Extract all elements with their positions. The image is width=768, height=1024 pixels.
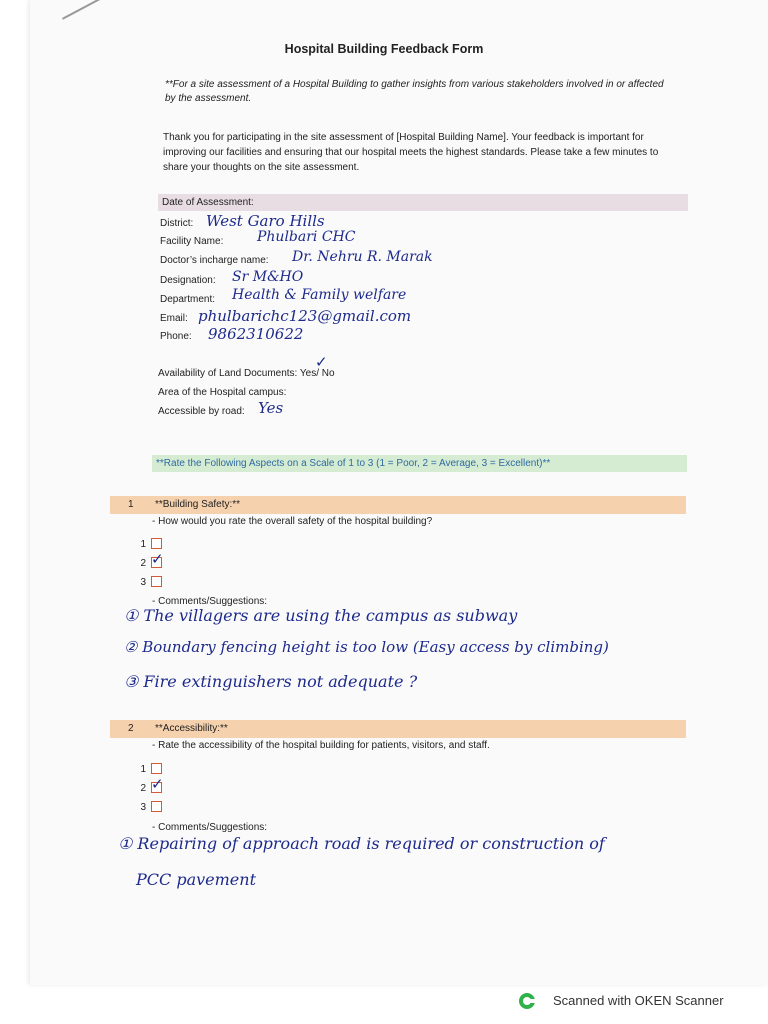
date-of-assessment-row	[158, 194, 688, 211]
land-documents-label: Availability of Land Documents: Yes/ No	[158, 368, 335, 379]
section-1-check-mark-icon: ✓	[151, 550, 164, 568]
rating-instruction	[152, 455, 687, 472]
section-2-comment-2: PCC pavement	[136, 870, 256, 889]
section-1-comments-label: - Comments/Suggestions:	[152, 596, 268, 607]
form-title: Hospital Building Feedback Form	[284, 42, 484, 56]
section-2-number: 2	[128, 723, 134, 734]
form-intro: **For a site assessment of a Hospital Building to gather insights from various stakeholders involved in or affected by the assessment.	[165, 79, 664, 104]
area-label: Area of the Hospital campus:	[158, 387, 287, 398]
date-label: Date of Assessment:	[162, 197, 254, 208]
section-2-comments-label: - Comments/Suggestions:	[152, 822, 268, 833]
section-1-comment-1: ① The villagers are using the campus as subway	[124, 606, 518, 625]
doctor-value: Dr. Nehru R. Marak	[292, 249, 433, 265]
road-label: Accessible by road:	[158, 406, 245, 417]
district-label: District:	[160, 218, 194, 229]
email-value: phulbarichc123@gmail.com	[198, 307, 412, 325]
oken-scanner-logo-icon	[518, 992, 536, 1010]
section-1-title: **Building Safety:**	[155, 499, 241, 510]
facility-value: Phulbari CHC	[257, 229, 356, 245]
road-value: Yes	[258, 399, 284, 417]
yes-check-mark: ✓	[315, 353, 328, 371]
doctor-label: Doctor’s incharge name:	[160, 255, 269, 266]
section-2-header	[110, 720, 686, 738]
department-value: Health & Family welfare	[232, 287, 407, 303]
section-1-comment-2: ② Boundary fencing height is too low (Easy access by climbing)	[124, 638, 609, 656]
section-1-comment-3: ③ Fire extinguishers not adequate ?	[124, 672, 418, 691]
option-label: 3	[140, 802, 146, 813]
rating-instruction-text: **Rate the Following Aspects on a Scale of 1 to 3 (1 = Poor, 2 = Average, 3 = Excellent)**	[156, 458, 551, 469]
section-2-comment-1: ① Repairing of approach road is required or construction of	[118, 834, 605, 853]
section-1-question: - How would you rate the overall safety of the hospital building?	[152, 516, 433, 527]
section-2-title: **Accessibility:**	[155, 723, 228, 734]
section-2-question: - Rate the accessibility of the hospital building for patients, visitors, and staff.	[152, 740, 490, 751]
option-label: 2	[140, 558, 146, 569]
department-label: Department:	[160, 294, 216, 305]
checkbox[interactable]	[151, 763, 162, 774]
designation-label: Designation:	[160, 275, 216, 286]
option-label: 1	[140, 764, 146, 775]
section-2-check-mark-icon: ✓	[151, 775, 164, 793]
phone-value: 9862310622	[208, 325, 304, 343]
phone-label: Phone:	[160, 331, 192, 342]
form-thanks: Thank you for participating in the site assessment of [Hospital Building Name]. Your feedback is important for improving our facilities and ensuring that our hospital meets the highest standards. Please take a few minutes to share your thoughts on the site assessment.	[163, 132, 659, 173]
checkbox[interactable]	[151, 576, 162, 587]
facility-label: Facility Name:	[160, 236, 224, 247]
checkbox[interactable]	[151, 538, 162, 549]
email-label: Email:	[160, 313, 188, 324]
option-label: 3	[140, 577, 146, 588]
option-label: 2	[140, 783, 146, 794]
section-1-header	[110, 496, 686, 514]
checkbox[interactable]	[151, 801, 162, 812]
option-label: 1	[140, 539, 146, 550]
district-value: West Garo Hills	[206, 212, 325, 230]
section-1-number: 1	[128, 499, 134, 510]
scanner-watermark: Scanned with OKEN Scanner	[553, 993, 724, 1008]
designation-value: Sr M&HO	[232, 269, 304, 285]
